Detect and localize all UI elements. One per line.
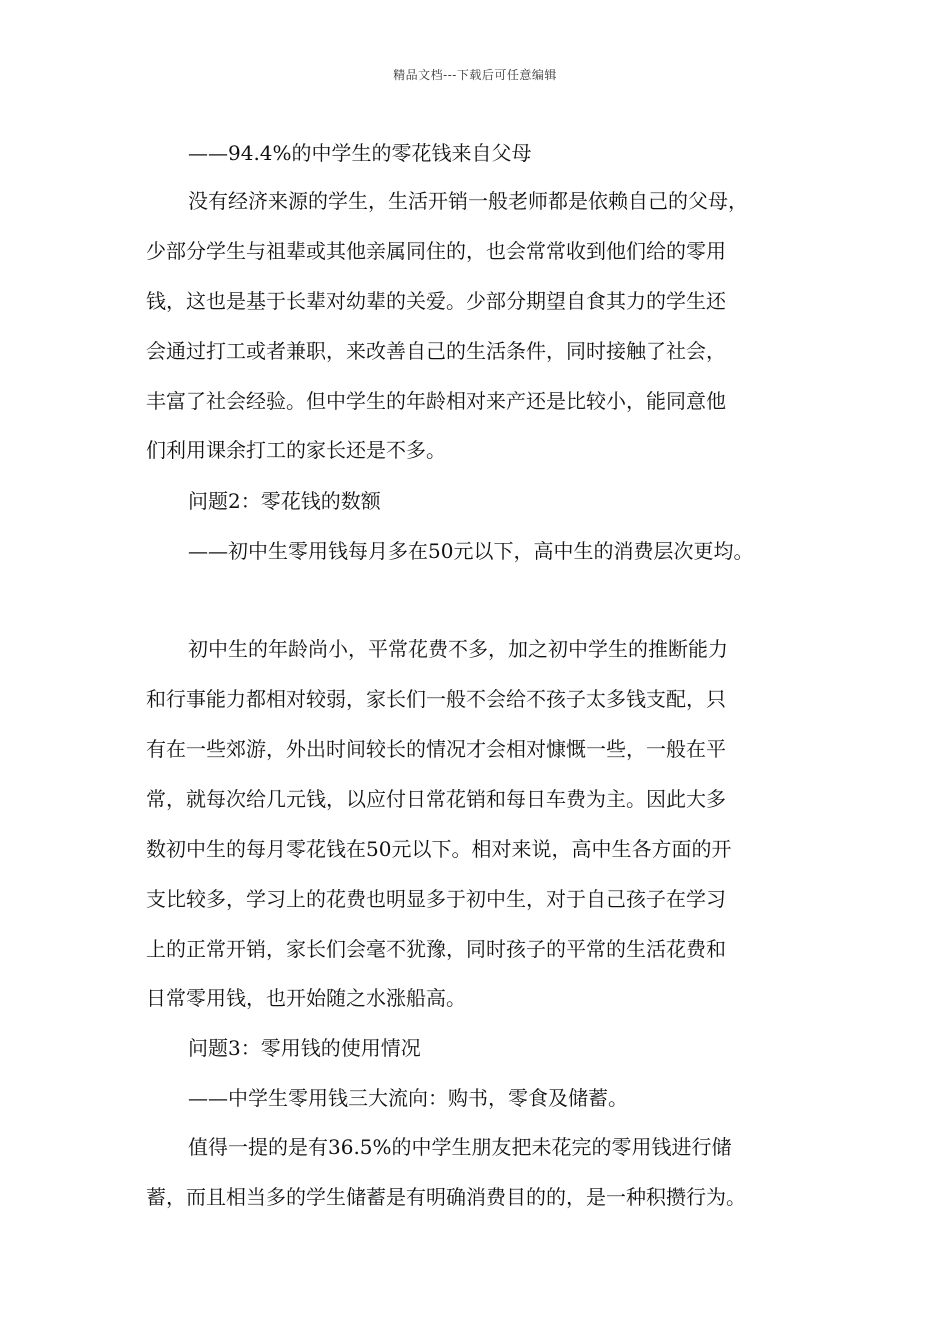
paragraph-line: ——中学生零用钱三大流向：购书，零食及储蓄。 xyxy=(188,1086,628,1110)
paragraph-line: 上的正常开销，家长们会毫不犹豫，同时孩子的平常的生活花费和 xyxy=(146,937,726,961)
section-heading: 问题3：零用钱的使用情况 xyxy=(188,1036,421,1060)
paragraph-line: 日常零用钱，也开始随之水涨船高。 xyxy=(146,986,466,1010)
paragraph-line: 少部分学生与祖辈或其他亲属同住的，也会常常收到他们给的零用 xyxy=(146,239,726,263)
paragraph-line: 常，就每次给几元钱，以应付日常花销和每日车费为主。因此大多 xyxy=(146,787,726,811)
paragraph-line: 会通过打工或者兼职，来改善自己的生活条件，同时接触了社会， xyxy=(146,339,726,363)
paragraph-line: 有在一些郊游，外出时间较长的情况才会相对慷慨一些，一般在平 xyxy=(146,737,726,761)
paragraph-line: 初中生的年龄尚小，平常花费不多，加之初中学生的推断能力 xyxy=(188,637,728,661)
paragraph-line: 蓄，而且相当多的学生储蓄是有明确消费目的的，是一种积攒行为。 xyxy=(146,1185,746,1209)
paragraph-line: ——94.4%的中学生的零花钱来自父母 xyxy=(188,141,532,165)
page-header: 精品文档---下载后可任意编辑 xyxy=(393,68,557,82)
paragraph-line: 和行事能力都相对较弱，家长们一般不会给不孩子太多钱支配，只 xyxy=(146,687,726,711)
section-heading: 问题2：零花钱的数额 xyxy=(188,489,381,513)
paragraph-line: 没有经济来源的学生，生活开销一般老师都是依赖自己的父母， xyxy=(188,189,748,213)
paragraph-line: ——初中生零用钱每月多在50元以下，高中生的消费层次更均。 xyxy=(188,539,754,563)
paragraph-line: 值得一提的是有36.5%的中学生朋友把未花完的零用钱进行储 xyxy=(188,1135,732,1159)
paragraph-line: 丰富了社会经验。但中学生的年龄相对来产还是比较小，能同意他 xyxy=(146,389,726,413)
paragraph-line: 们利用课余打工的家长还是不多。 xyxy=(146,438,446,462)
paragraph-line: 支比较多，学习上的花费也明显多于初中生，对于自己孩子在学习 xyxy=(146,887,726,911)
paragraph-line: 钱，这也是基于长辈对幼辈的关爱。少部分期望自食其力的学生还 xyxy=(146,289,726,313)
paragraph-line: 数初中生的每月零花钱在50元以下。相对来说，高中生各方面的开 xyxy=(146,837,732,861)
